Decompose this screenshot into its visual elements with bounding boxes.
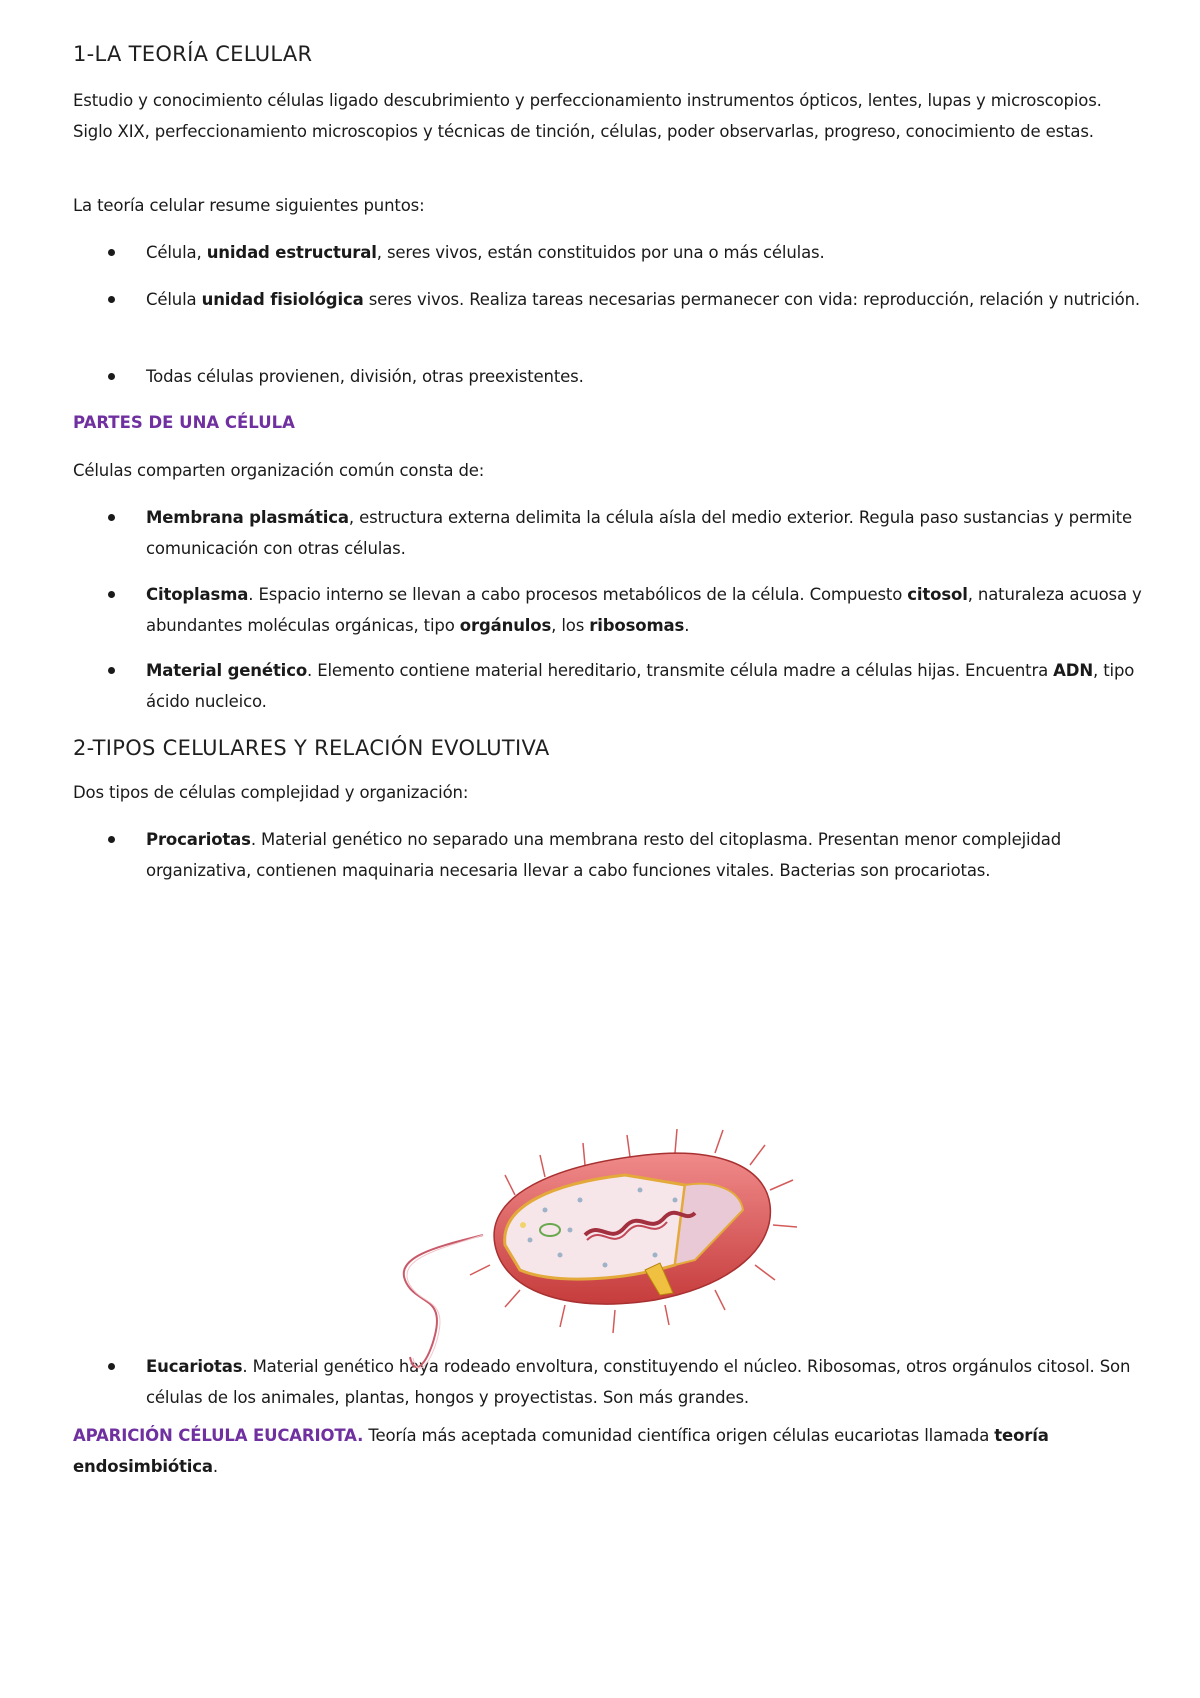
theory-lead: La teoría celular resume siguientes puntos: bbox=[73, 196, 425, 215]
list-item: Citoplasma. Espacio interno se llevan a cabo procesos metabólicos de la célula. Compuesto citosol, naturaleza acuosa y abundantes moléculas orgánicas, tipo orgánulos, los ribosomas. bbox=[73, 579, 1143, 641]
bullet-icon bbox=[108, 514, 115, 521]
section-title-2: 2-TIPOS CELULARES Y RELACIÓN EVOLUTIVA bbox=[73, 736, 550, 760]
list-item: Célula, unidad estructural, seres vivos, están constituidos por una o más células. bbox=[73, 237, 1143, 268]
list-item: Eucariotas. Material genético haya rodeado envoltura, constituyendo el núcleo. Ribosomas, otros orgánulos citosol. Son células de los animales, plantas, hongos y proyectistas. Son más grandes. bbox=[73, 1351, 1143, 1413]
bullet-icon bbox=[108, 1363, 115, 1370]
list-item: Material genético. Elemento contiene material hereditario, transmite célula madre a células hijas. Encuentra ADN, tipo ácido nucleico. bbox=[73, 655, 1143, 717]
bacterium-icon bbox=[355, 1095, 835, 1395]
bullet-icon bbox=[108, 296, 115, 303]
parts-lead: Células comparten organización común consta de: bbox=[73, 461, 485, 480]
bullet-icon bbox=[108, 373, 115, 380]
bullet-icon bbox=[108, 591, 115, 598]
parts-heading: PARTES DE UNA CÉLULA bbox=[73, 413, 295, 432]
types-lead: Dos tipos de células complejidad y organización: bbox=[73, 783, 469, 802]
list-item: Célula unidad fisiológica seres vivos. Realiza tareas necesarias permanecer con vida: reproducción, relación y nutrición. bbox=[73, 284, 1143, 315]
bullet-icon bbox=[108, 667, 115, 674]
list-item: Membrana plasmática, estructura externa delimita la célula aísla del medio exterior. Regula paso sustancias y permite comunicación con otras células. bbox=[73, 502, 1143, 564]
list-item: Todas células provienen, división, otras preexistentes. bbox=[73, 361, 1143, 392]
section-title-1: 1-LA TEORÍA CELULAR bbox=[73, 42, 313, 66]
prokaryote-cell-illustration bbox=[355, 1095, 835, 1395]
bullet-icon bbox=[108, 249, 115, 256]
intro-paragraph: Estudio y conocimiento células ligado descubrimiento y perfeccionamiento instrumentos ópticos, lentes, lupas y microscopios. Siglo XIX, perfeccionamiento microscopios y técnicas de tinción, células, poder observarlas, progreso, conocimiento de estas. bbox=[73, 91, 1102, 141]
list-item: Procariotas. Material genético no separado una membrana resto del citoplasma. Presentan menor complejidad organizativa, contienen maquinaria necesaria llevar a cabo funciones vitales. Bacterias son procariotas. bbox=[73, 824, 1143, 886]
bullet-icon bbox=[108, 836, 115, 843]
eukaryote-origin-paragraph: APARICIÓN CÉLULA EUCARIOTA. Teoría más aceptada comunidad científica origen células eucariotas llamada teoría endosimbiótica. bbox=[73, 1426, 1049, 1476]
